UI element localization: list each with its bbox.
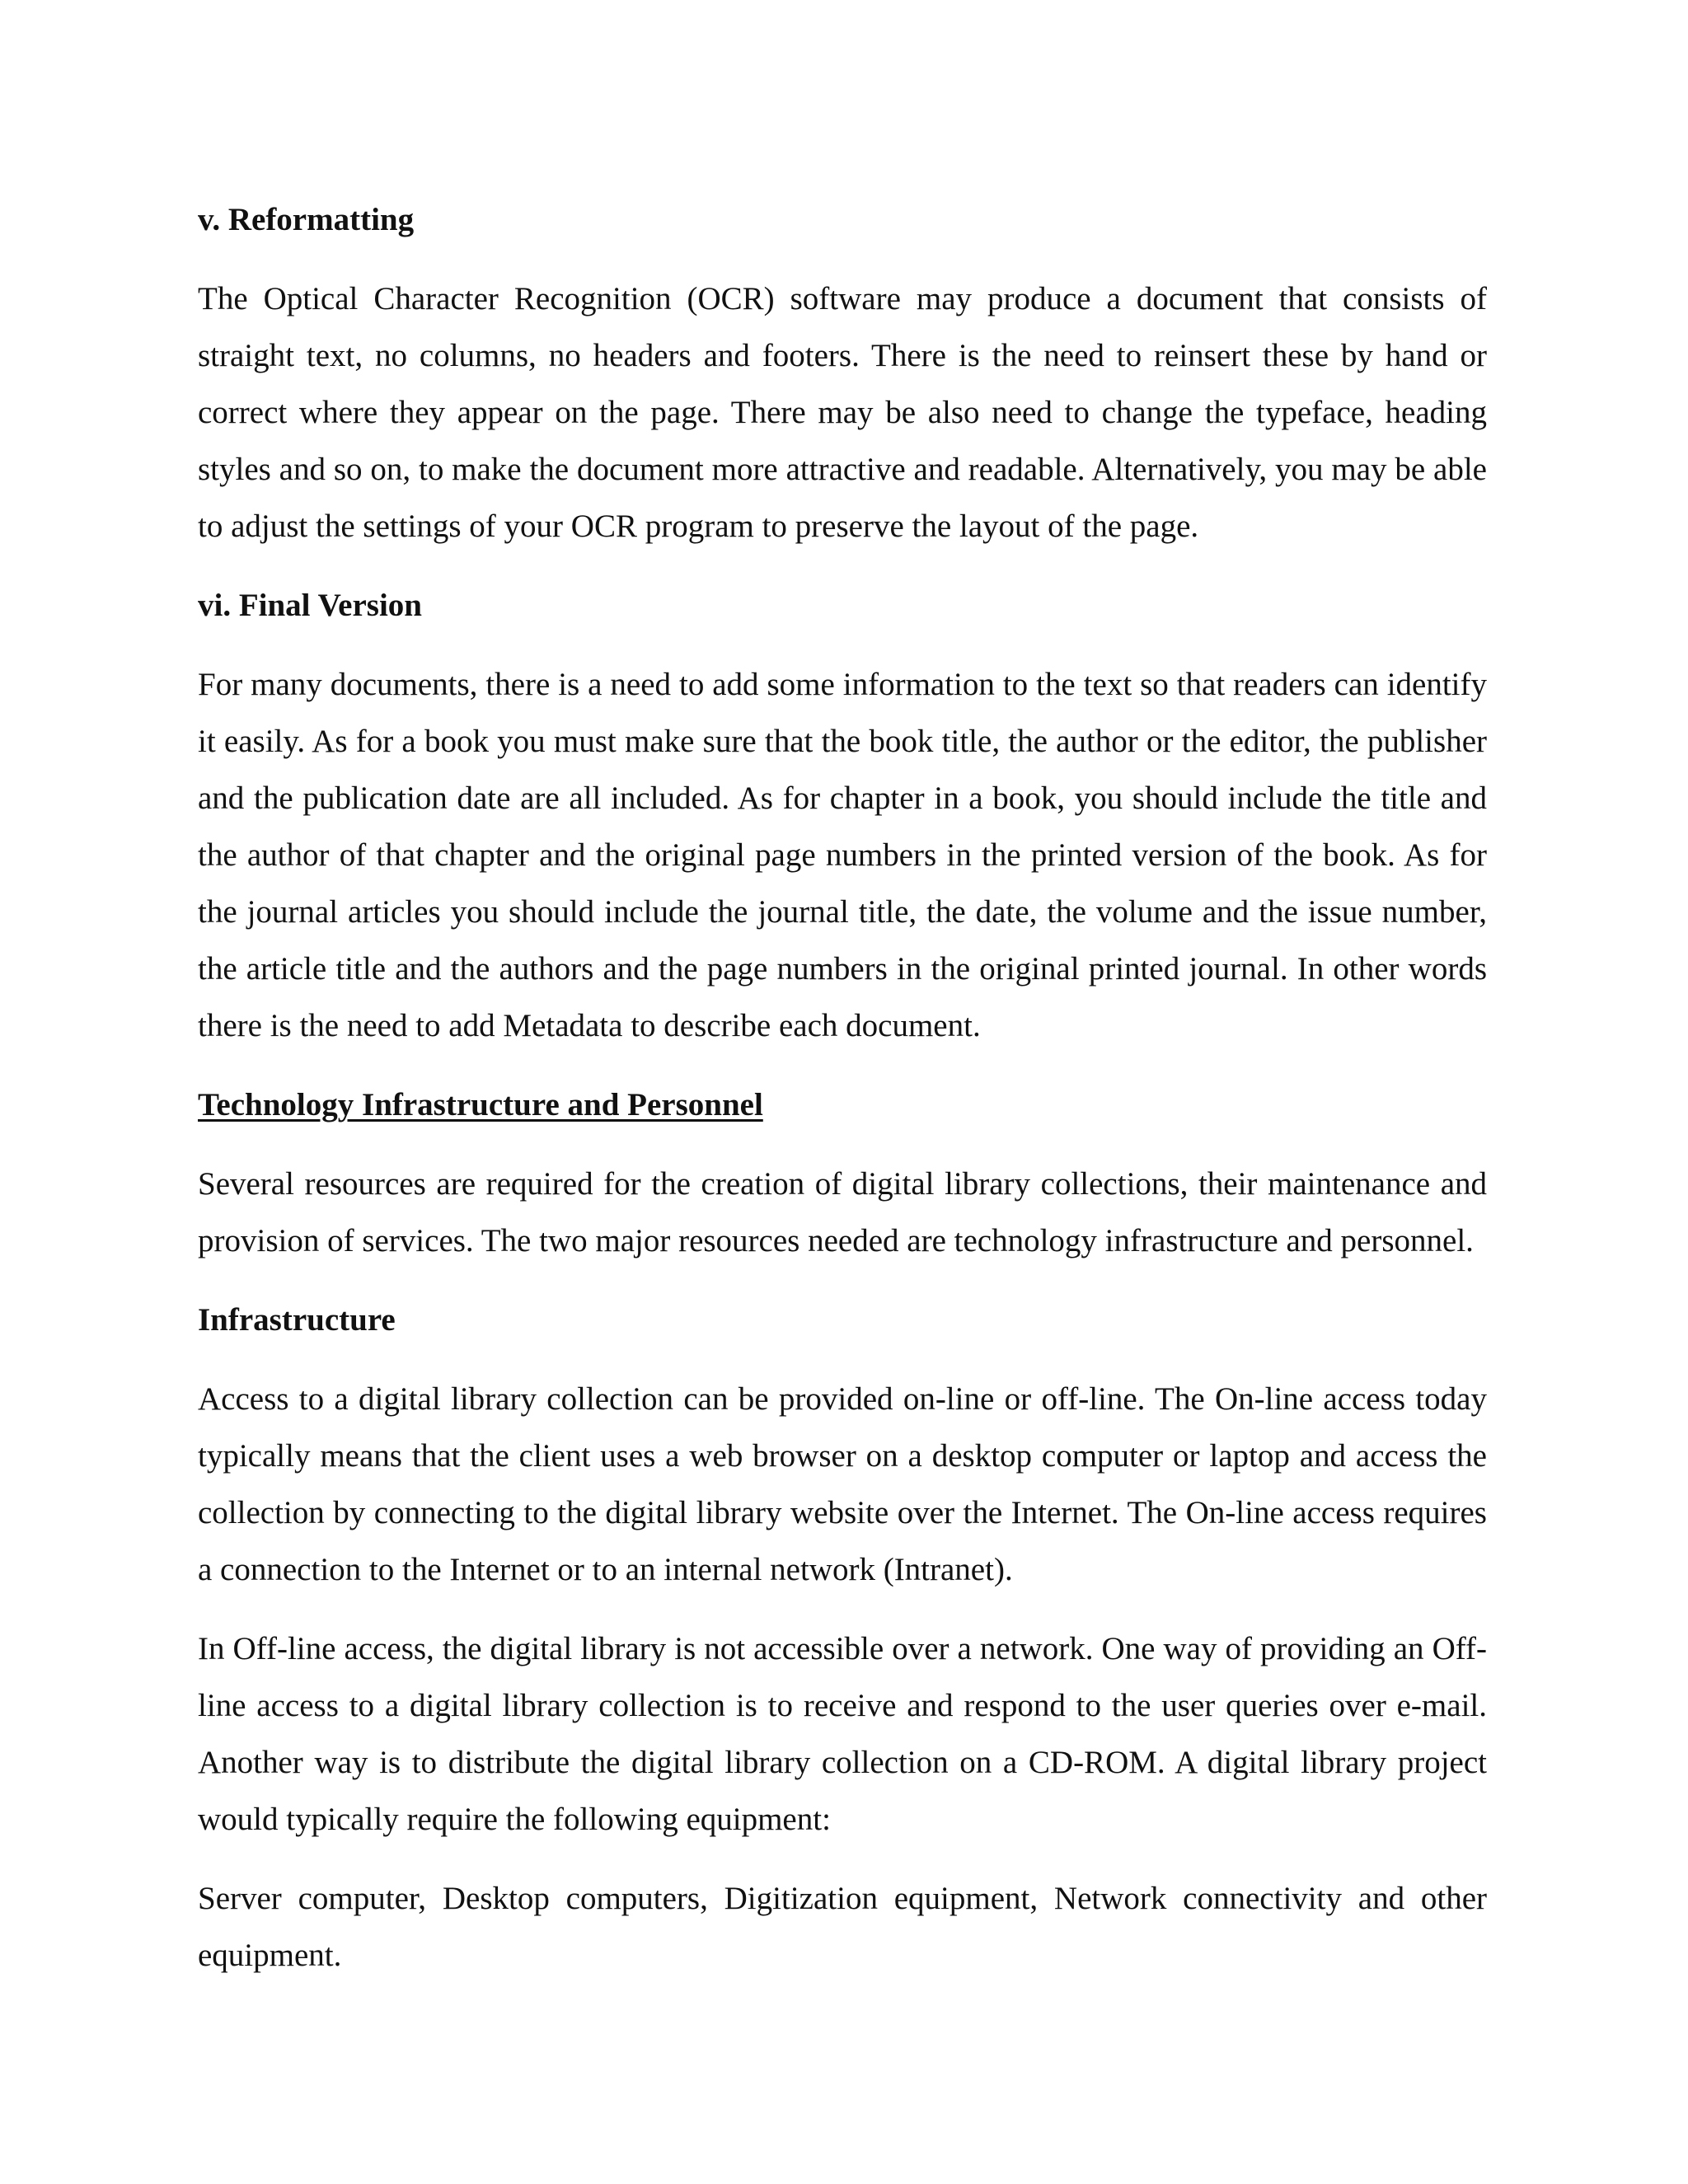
paragraph-final-version: For many documents, there is a need to add some information to the text so that readers can identify it easily. As for a book you must make sure that the book title, the author or the editor, the publisher and the publication date are all included. As for chapter in a book, you should include the title and the author of that chapter and the original page numbers in the printed version of the book. As for the journal articles you should include the journal title, the date, the volume and the issue number, the article title and the authors and the page numbers in the original printed journal. In other words there is the need to add Metadata to describe each document. [198, 667, 1487, 1043]
section-heading-infrastructure: Infrastructure [198, 1302, 396, 1338]
section-heading-reformatting: v. Reformatting [198, 202, 415, 237]
paragraph-access: Access to a digital library collection can be provided on-line or off-line. The On-line access today typically means that the client uses a web browser on a desktop computer or laptop and access the collection by connecting to the digital library website over the Internet. The On-line access requires a connection to the Internet or to an internal network (Intranet). [198, 1381, 1487, 1587]
paragraph-offline-access: In Off-line access, the digital library is not accessible over a network. One way of providing an Off-line access to a digital library collection is to receive and respond to the user queries over e-mail. Another way is to distribute the digital library collection on a CD-ROM. A digital library project would typically require the following equipment: [198, 1631, 1487, 1837]
section-heading-final-version: vi. Final Version [198, 588, 422, 623]
paragraph-reformatting: The Optical Character Recognition (OCR) software may produce a document that consists of straight text, no columns, no headers and footers. There is the need to reinsert these by hand or correct where they appear on the page. There may be also need to change the typeface, heading styles and so on, to make the document more attractive and readable. Alternatively, you may be able to adjust the settings of your OCR program to preserve the layout of the page. [198, 281, 1487, 544]
section-heading-technology-infrastructure: Technology Infrastructure and Personnel [198, 1087, 763, 1122]
paragraph-equipment: Server computer, Desktop computers, Digitization equipment, Network connectivity and other equipment. [198, 1881, 1487, 1973]
document-page [198, 191, 1487, 1984]
paragraph-technology: Several resources are required for the creation of digital library collections, their maintenance and provision of services. The two major resources needed are technology infrastructure and personnel. [198, 1166, 1487, 1258]
